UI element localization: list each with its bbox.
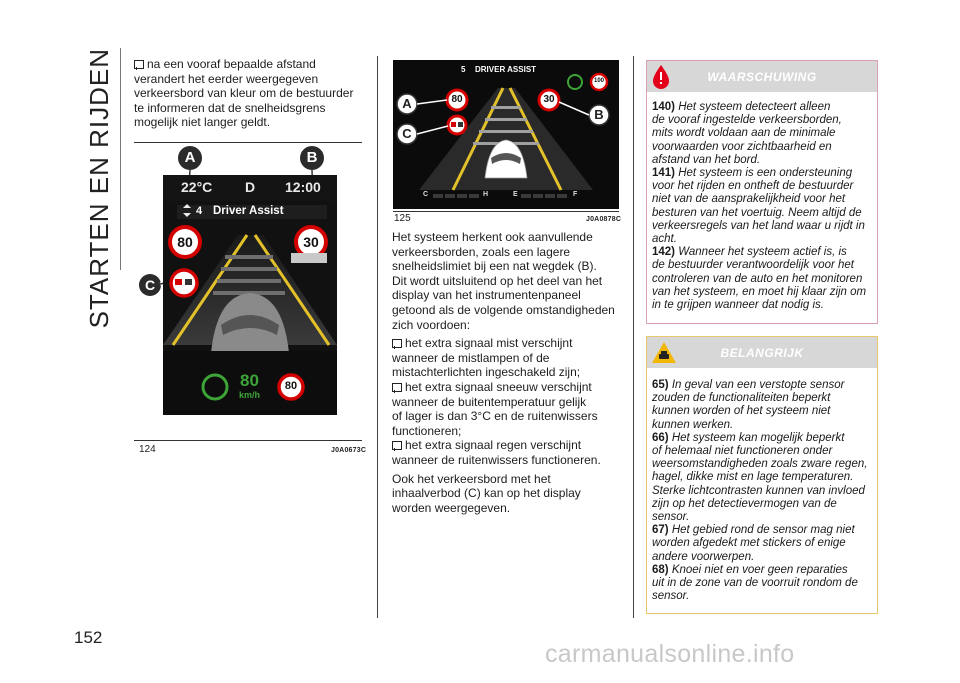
sign-top: 100 xyxy=(593,78,604,84)
text-line: inhaalverbod (C) kan op het display xyxy=(392,486,581,501)
text-line: de vooraf ingestelde verkeersborden, xyxy=(652,114,842,127)
item-number: 67) xyxy=(652,524,669,537)
text-line: Ook het verkeersbord met het xyxy=(392,471,551,486)
display-menu-label: DRIVER ASSIST xyxy=(475,65,537,74)
text-line: voorwaarden voor zichtbaarheid en xyxy=(652,140,832,153)
text-line: snelheidslimiet bij een nat wegdek (B). xyxy=(392,259,597,274)
important-body xyxy=(652,379,876,603)
speed-sign-b: 30 xyxy=(303,234,319,250)
text-line: worden afgedekt met stickers of enige xyxy=(652,537,846,550)
text-line: besturen van het voertuig. Neem altijd de xyxy=(652,206,862,219)
callout-c: C xyxy=(139,274,161,296)
text-line: Knoei niet en voer geen reparaties xyxy=(671,563,848,576)
figure-125-caption-rule xyxy=(393,211,619,212)
speed-sign-b: 30 xyxy=(543,94,555,105)
speed-value: 80 xyxy=(240,371,259,390)
text-line: Het systeem detecteert alleen xyxy=(678,101,831,113)
text-line: na een vooraf bepaalde afstand xyxy=(147,57,316,71)
figure-124-number: 124 xyxy=(139,444,156,455)
text-line: niet van de aansprakelijkheid voor het xyxy=(652,193,846,206)
text-line: Het systeem herkent ook aanvullende xyxy=(392,230,593,244)
text-line: andere voorwerpen. xyxy=(652,550,755,563)
speed-unit: km/h xyxy=(239,390,261,400)
chapter-divider xyxy=(120,48,121,270)
callout-b: B xyxy=(300,146,324,170)
text-line: Het systeem is een ondersteuning xyxy=(678,167,853,180)
display-menu-index: 5 xyxy=(461,65,466,74)
figure-125-number: 125 xyxy=(394,213,411,224)
text-line: het extra signaal mist verschijnt xyxy=(405,336,573,351)
text-line: of helemaal niet functioneren onder xyxy=(652,445,833,458)
text-line: mits wordt voldaan aan de minimale xyxy=(652,127,836,140)
warning-title: WAARSCHUWING xyxy=(707,70,817,84)
chapter-title: STARTEN EN RIJDEN xyxy=(84,48,114,329)
text-line: controleren van de auto en het monitoren xyxy=(652,272,863,285)
speed-sign-bottom: 80 xyxy=(284,380,298,392)
text-line: weersomstandigheden zoals zware regen, xyxy=(652,458,868,471)
page-number: 152 xyxy=(74,628,103,647)
text-line: verandert het eerder weergegeven xyxy=(134,71,319,86)
text-line: hagel, dikke mist en lage temperaturen. xyxy=(652,471,854,484)
figure-125-code: J0A0878C xyxy=(586,216,622,223)
figure-125-display xyxy=(393,60,619,209)
text-line: verkeersbord van kleur om de bestuurder xyxy=(134,86,354,101)
text-line: het extra signaal sneeuw verschijnt xyxy=(405,379,592,394)
figure-124-code: J0A0673C xyxy=(331,447,367,454)
column-separator-1 xyxy=(377,56,378,618)
display-time: 12:00 xyxy=(285,179,321,195)
text-line: zich voordoen: xyxy=(392,317,471,332)
column-separator-2 xyxy=(633,56,634,618)
bullet-icon xyxy=(392,441,402,450)
text-line: wanneer de buitentemperatuur gelijk xyxy=(392,394,587,409)
text-line: afstand van het bord. xyxy=(652,153,761,166)
text-line: Wanneer het systeem actief is, is xyxy=(678,246,847,259)
display-gear: D xyxy=(245,179,256,195)
text-line: kunnen worden of het systeem niet xyxy=(652,405,831,418)
bullet-icon xyxy=(392,383,402,392)
display-menu-label: Driver Assist xyxy=(213,205,284,217)
item-number: 140) xyxy=(652,101,676,113)
watermark: carmanualsonline.info xyxy=(545,640,795,668)
text-line: kunnen werken. xyxy=(652,418,734,431)
gauge-f-label: F xyxy=(573,191,578,198)
text-line: zouden de functionaliteiten beperkt xyxy=(652,392,831,405)
col1-text xyxy=(134,57,366,130)
text-line: zijn op het detectievermogen van de xyxy=(652,497,837,510)
bullet-icon xyxy=(392,339,402,348)
item-number: 142) xyxy=(652,246,676,259)
text-line: mistachterlichten ingeschakeld zijn; xyxy=(392,365,581,380)
text-line: uit in de zone van de voorruit rondom de xyxy=(652,577,858,590)
gauge-c-label: C xyxy=(423,191,429,198)
display-temperature: 22°C xyxy=(181,179,213,195)
text-line: verkeersregels van het land waar u rijdt in xyxy=(652,219,865,232)
text-line: te informeren dat de snelheidsgrens xyxy=(134,100,326,115)
callout-a: A xyxy=(402,96,412,111)
bullet-icon xyxy=(134,60,144,69)
item-number: 68) xyxy=(652,563,669,576)
warning-body xyxy=(652,101,876,312)
speed-sign-a: 80 xyxy=(451,94,463,105)
text-line: van het systeem, en moet hij klaar zijn om xyxy=(652,285,867,298)
display-menu-index: 4 xyxy=(196,205,203,217)
text-line: verkeersborden, zoals een lagere xyxy=(392,244,571,259)
important-box xyxy=(646,336,878,614)
cluster-display-2 xyxy=(393,60,619,209)
item-number: 65) xyxy=(652,379,669,391)
text-line: functioneren; xyxy=(392,423,462,438)
text-line: getoond als de volgende omstandigheden xyxy=(392,302,615,317)
important-header xyxy=(647,337,877,368)
item-number: 66) xyxy=(652,431,669,444)
text-line: Het systeem kan mogelijk beperkt xyxy=(671,431,845,444)
warning-header xyxy=(647,61,877,92)
callout-c: C xyxy=(402,126,412,141)
text-line: het extra signaal regen verschijnt xyxy=(405,438,582,453)
text-line: voor het rijden en ontheft de bestuurder xyxy=(652,180,854,193)
text-line: acht. xyxy=(652,233,677,246)
text-line: Het gebied rond de sensor mag niet xyxy=(671,524,855,537)
text-line: sensor. xyxy=(652,590,690,603)
col2-text xyxy=(392,230,628,515)
warning-box xyxy=(646,60,878,324)
text-line: sensor. xyxy=(652,511,690,524)
text-line: in te grijpen wanneer dat nodig is. xyxy=(652,299,824,312)
figure-124-display xyxy=(163,175,337,415)
text-line: de bestuurder verantwoordelijk voor het xyxy=(652,259,855,272)
text-line: In geval van een verstopte sensor xyxy=(671,379,845,391)
callout-a: A xyxy=(178,146,202,170)
gauge-e-label: E xyxy=(513,191,518,198)
text-line: mogelijk niet langer geldt. xyxy=(134,115,271,130)
item-number: 141) xyxy=(652,167,676,180)
figure-124-caption-rule xyxy=(134,440,362,441)
speed-sign-a: 80 xyxy=(177,234,193,250)
text-line: display van het instrumentenpaneel xyxy=(392,288,581,303)
text-line: worden weergegeven. xyxy=(392,500,511,515)
text-line: of lager is dan 3°C en de ruitenwissers xyxy=(392,409,598,424)
text-line: wanneer de mistlampen of de xyxy=(392,350,550,365)
gauge-h-label: H xyxy=(483,191,489,198)
important-title: BELANGRIJK xyxy=(720,346,804,360)
callout-b: B xyxy=(594,107,604,122)
text-line: Sterke lichtcontrasten kunnen van invloed xyxy=(652,484,865,497)
text-line: Dit wordt uitsluitend op het deel van het xyxy=(392,273,603,288)
text-line: wanneer de ruitenwissers functioneren. xyxy=(392,452,601,467)
